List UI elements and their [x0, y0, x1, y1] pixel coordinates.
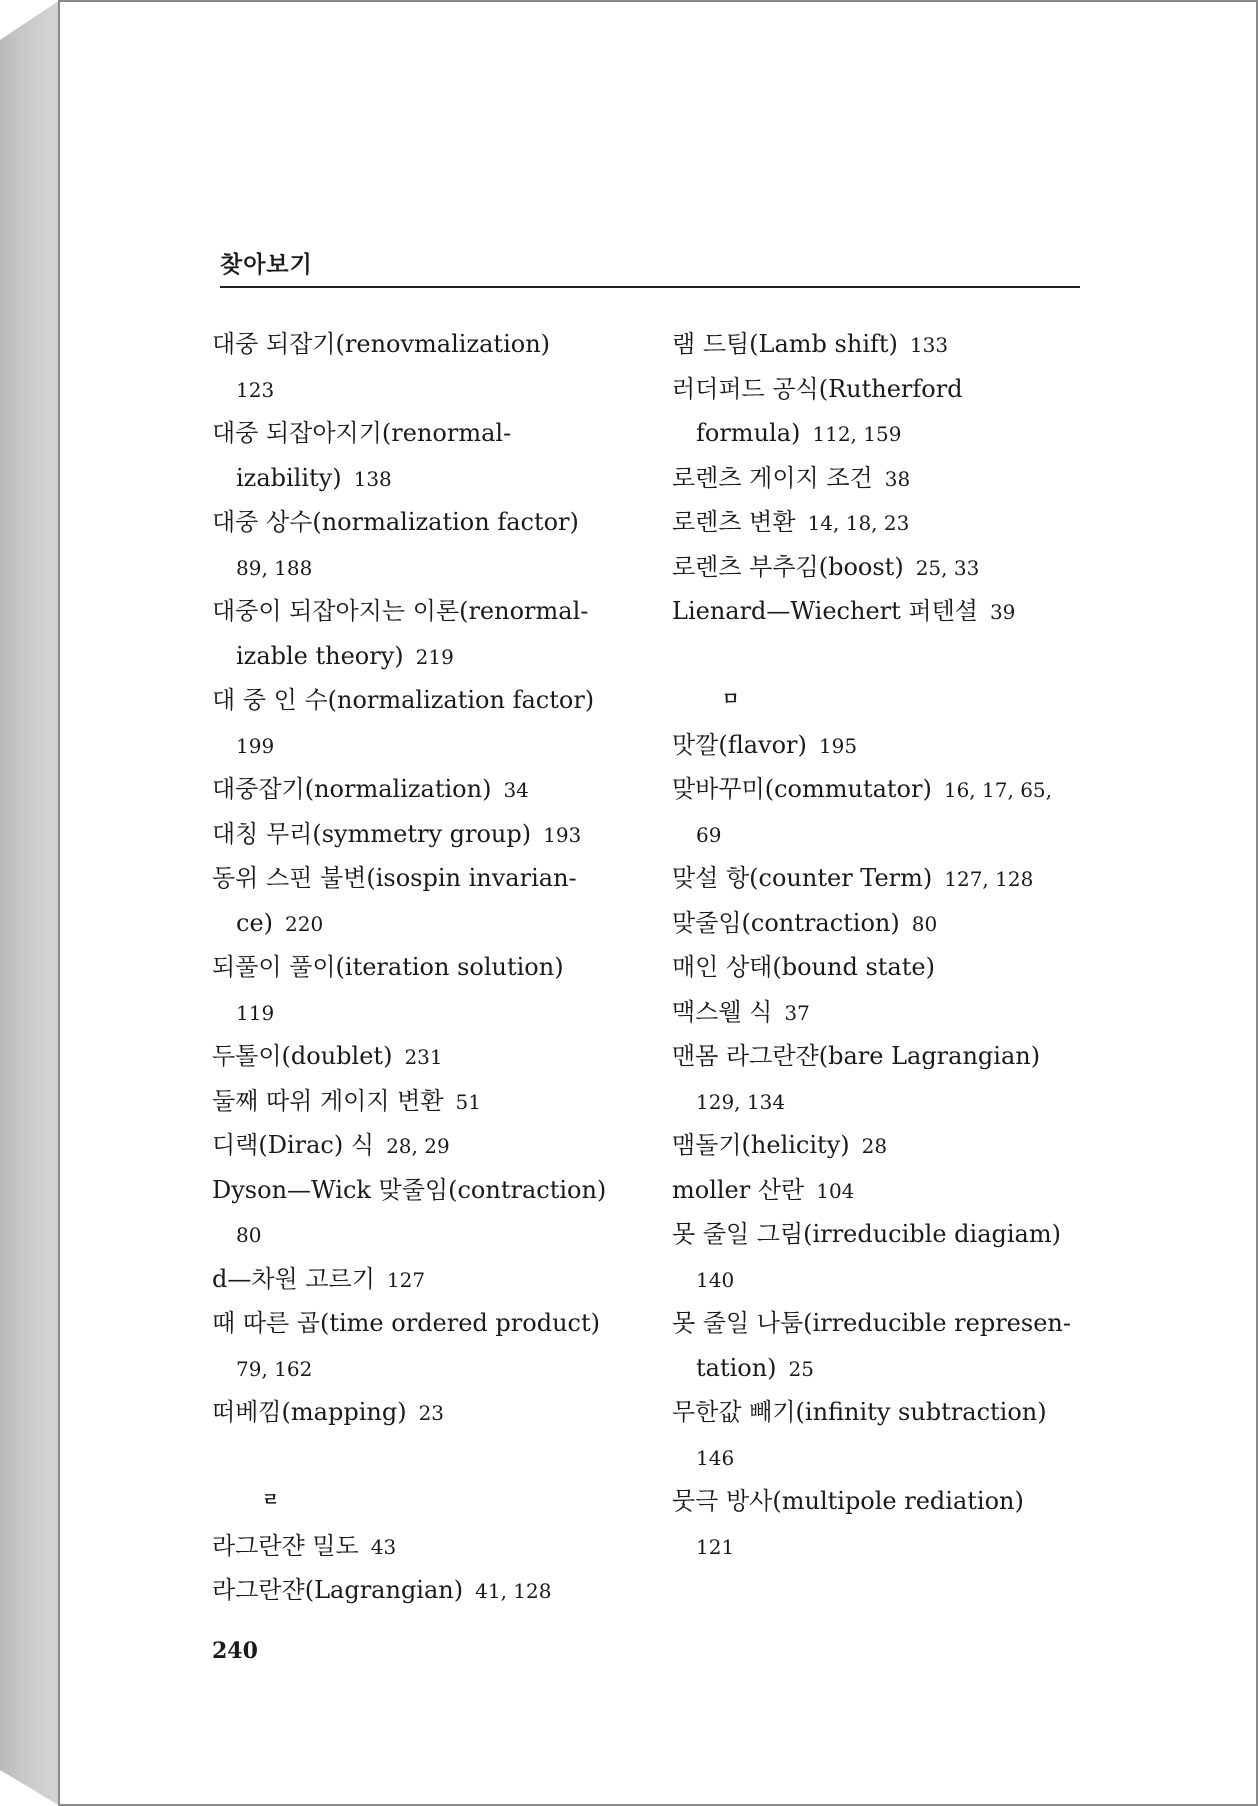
index-term: 램 드팀(Lamb shift): [672, 330, 898, 358]
index-entry: [672, 856, 1132, 901]
index-page-refs: 193: [543, 822, 582, 847]
index-entry: [672, 589, 1132, 634]
index-page-refs: 146: [696, 1445, 735, 1470]
section-heading: ㅁ: [722, 689, 740, 710]
index-entry: [672, 1034, 1132, 1079]
index-entry-continuation: [212, 545, 672, 590]
index-term: 동위 스핀 불변(isospin invarian-: [212, 864, 577, 892]
index-entry: [672, 367, 1132, 412]
index-page-refs: 41, 128: [475, 1579, 552, 1603]
index-term: 로렌츠 변환: [672, 508, 796, 536]
index-entry-continuation: [212, 367, 672, 412]
index-page-refs: 89, 188: [236, 555, 313, 580]
index-term: 대중잡기(normalization): [212, 775, 492, 803]
index-entry: [212, 1301, 672, 1346]
header-title: 찾아보기: [220, 252, 313, 278]
index-page-refs: 123: [236, 377, 275, 402]
book-spine: [0, 0, 60, 1806]
index-entry: [672, 545, 1132, 590]
index-entry: [212, 1123, 672, 1168]
index-page-refs: 140: [696, 1267, 735, 1292]
index-entry-continuation: [212, 1212, 672, 1257]
index-page-refs: 25: [788, 1356, 814, 1381]
index-page-refs: 16, 17, 65,: [943, 778, 1052, 802]
index-entry-continuation: [672, 1079, 1132, 1124]
running-header: [220, 246, 1080, 288]
index-term: 때 따른 곱(time ordered product): [212, 1309, 600, 1337]
index-page-refs: 80: [236, 1223, 262, 1247]
index-entry: [212, 1524, 672, 1569]
index-entry: [672, 1123, 1132, 1168]
index-page-refs: 195: [818, 733, 858, 758]
index-page-refs: 28: [861, 1134, 888, 1158]
index-page-refs: 133: [909, 333, 949, 357]
index-entry: [672, 767, 1132, 812]
index-page-refs: 104: [816, 1178, 855, 1203]
index-entry: [212, 500, 672, 545]
index-entry: [672, 990, 1132, 1035]
index-entry-continuation: [672, 411, 1132, 456]
index-page-refs: 112, 159: [812, 422, 902, 446]
index-term: 되풀이 풀이(iteration solution): [212, 953, 564, 981]
index-term: 뭇극 방사(multipole rediation): [672, 1487, 1024, 1515]
index-entry: [212, 322, 672, 367]
index-term: 무한값 빼기(infinity subtraction): [672, 1398, 1047, 1426]
index-entry-continuation: [212, 723, 672, 768]
index-term: 라그란쟌(Lagrangian): [212, 1576, 464, 1604]
index-term: Lienard—Wiechert 퍼텐셜: [672, 597, 978, 625]
index-term: 대칭 무리(symmetry group): [212, 819, 532, 848]
index-term: formula): [696, 419, 801, 447]
index-entry-continuation: [672, 1524, 1132, 1569]
index-term: 대중이 되잡아지는 이론(renormal-: [212, 597, 589, 625]
index-page-refs: 34: [503, 778, 529, 802]
index-entry: [212, 812, 672, 857]
index-term: 러더퍼드 공식(Rutherford: [672, 374, 963, 403]
index-page-refs: 43: [370, 1534, 397, 1559]
index-entry: [672, 723, 1132, 768]
index-entry: [212, 411, 672, 456]
index-entry: [672, 322, 1132, 367]
index-page-refs: 129, 134: [696, 1089, 786, 1114]
index-page-refs: 220: [285, 911, 324, 936]
index-page-refs: 119: [236, 1000, 275, 1025]
index-entry: [672, 1212, 1132, 1257]
index-entry-continuation: [672, 1346, 1132, 1391]
index-page-refs: 127: [386, 1267, 426, 1292]
index-page-refs: 23: [418, 1401, 445, 1425]
index-term: 대중 되잡아지기(renormal-: [212, 419, 512, 447]
index-term: 못 줄일 나툼(irreducible represen-: [672, 1309, 1071, 1337]
index-term: 대 중 인 수(normalization factor): [212, 686, 595, 714]
index-entry: [212, 1257, 672, 1302]
section-spacer: [672, 634, 1132, 679]
index-page-refs: 138: [353, 466, 392, 491]
index-entry: [672, 1479, 1132, 1524]
index-term: 둘째 따위 게이지 변환: [212, 1086, 444, 1115]
index-page-refs: 231: [404, 1045, 443, 1069]
index-term: 대중 되잡기(renovmalization): [212, 330, 551, 358]
index-page-refs: 69: [696, 822, 722, 847]
index-entry-continuation: [212, 901, 672, 946]
page-number: 240: [212, 1638, 258, 1664]
index-term: 맞줄임(contraction): [672, 908, 900, 937]
index-term: d—차원 고르기: [212, 1264, 375, 1293]
index-term: 맞바꾸미(commutator): [672, 775, 932, 803]
index-term: 대중 상수(normalization factor): [212, 508, 579, 536]
index-entry-continuation: [212, 634, 672, 679]
index-entry: [672, 945, 1132, 990]
index-page-refs: 127, 128: [944, 867, 1034, 891]
index-term: ce): [236, 908, 274, 937]
index-entry: [672, 901, 1132, 946]
index-entry-continuation: [672, 1435, 1132, 1480]
index-term: 떠베낌(mapping): [212, 1398, 407, 1426]
index-entry-continuation: [212, 990, 672, 1035]
index-entry-continuation: [672, 812, 1132, 857]
index-entry-continuation: [672, 1257, 1132, 1302]
index-entry: [672, 500, 1132, 545]
index-entry: [212, 1390, 672, 1435]
index-page-refs: 79, 162: [236, 1356, 313, 1381]
index-page-refs: 219: [415, 644, 454, 669]
index-column-left: [212, 322, 672, 1613]
index-page-refs: 25, 33: [915, 555, 980, 580]
index-entry: [212, 1079, 672, 1124]
index-entry-continuation: [212, 456, 672, 501]
index-entry: [212, 589, 672, 634]
index-term: 라그란쟌 밀도: [212, 1531, 359, 1560]
index-page-refs: 38: [884, 466, 911, 491]
index-term: 로렌츠 부추김(boost): [672, 552, 904, 581]
index-term: Dyson—Wick 맞줄임(contraction): [212, 1175, 607, 1204]
section-heading: ㄹ: [262, 1490, 280, 1511]
index-term: 맥스웰 식: [672, 997, 773, 1026]
index-term: 맴돌기(helicity): [672, 1131, 850, 1159]
index-page-refs: 121: [696, 1534, 735, 1559]
index-page-refs: 39: [989, 600, 1016, 624]
index-entry: [672, 1301, 1132, 1346]
index-entry: [672, 1390, 1132, 1435]
section-spacer: [212, 1435, 672, 1480]
index-entry: [212, 1568, 672, 1613]
index-entry: [212, 945, 672, 990]
index-page-refs: 28, 29: [386, 1134, 450, 1158]
index-term: moller 산란: [672, 1175, 805, 1204]
index-term: 맞설 항(counter Term): [672, 864, 933, 892]
index-term: 매인 상태(bound state): [672, 953, 935, 981]
index-entry: [212, 1168, 672, 1213]
index-term: izable theory): [236, 641, 404, 670]
index-page-refs: 51: [455, 1089, 481, 1114]
index-entry: [212, 767, 672, 812]
index-page-refs: 80: [911, 911, 938, 936]
index-term: 맨몸 라그란쟌(bare Lagrangian): [672, 1042, 1041, 1070]
index-entry-continuation: [212, 1346, 672, 1391]
index-page-refs: 14, 18, 23: [807, 511, 910, 535]
index-term: 로렌츠 게이지 조건: [672, 463, 873, 492]
index-page-refs: 199: [236, 733, 275, 758]
index-entry: [672, 456, 1132, 501]
index-term: 못 줄일 그림(irreducible diagiam): [672, 1220, 1061, 1248]
index-page-refs: 37: [784, 1000, 810, 1025]
index-entry: [212, 1034, 672, 1079]
index-entry: [672, 1168, 1132, 1213]
index-term: izability): [236, 463, 342, 492]
index-entry: [212, 678, 672, 723]
index-entry: [212, 856, 672, 901]
index-term: tation): [696, 1353, 777, 1382]
index-term: 디랙(Dirac) 식: [212, 1131, 375, 1159]
index-column-right: [672, 322, 1132, 1568]
index-term: 두톨이(doublet): [212, 1042, 393, 1070]
index-term: 맛깔(flavor): [672, 730, 807, 759]
